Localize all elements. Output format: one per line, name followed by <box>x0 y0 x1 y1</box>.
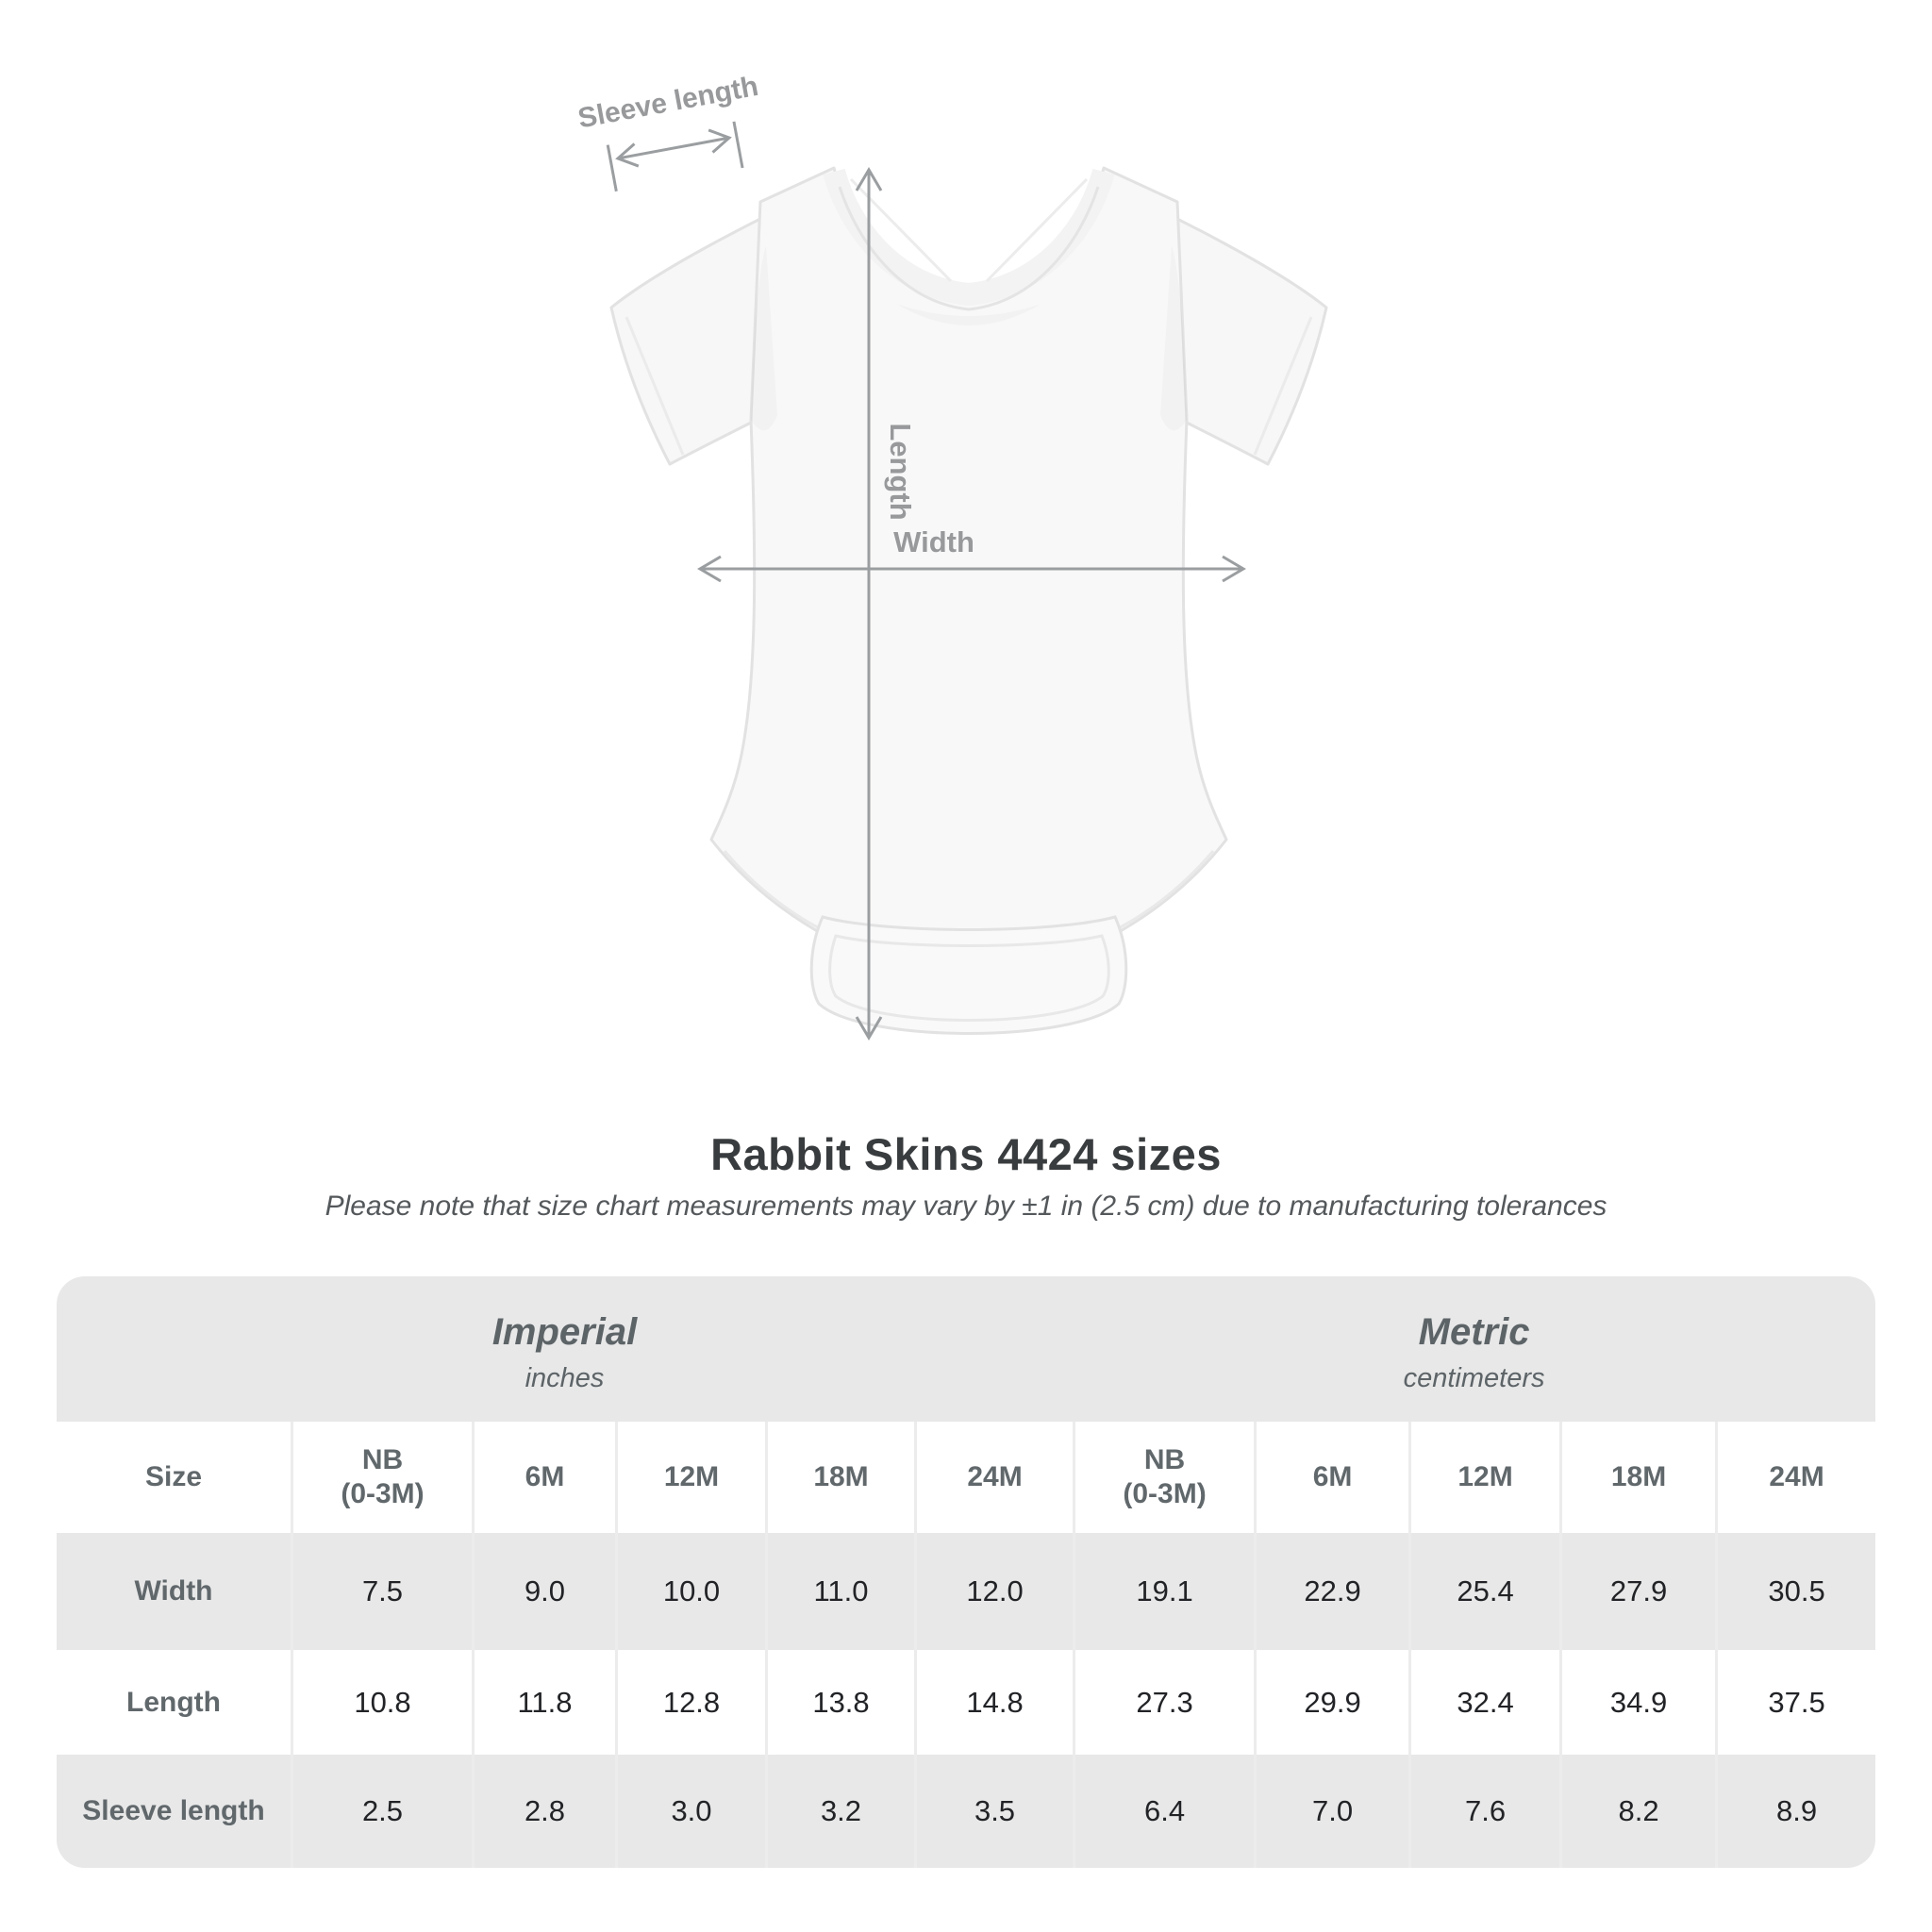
length-metric-24m: 37.5 <box>1715 1650 1875 1755</box>
col-header-imperial-12m: 12M <box>615 1422 765 1533</box>
unit-header-row <box>57 1276 1875 1422</box>
length-metric-nb: 27.3 <box>1073 1650 1254 1755</box>
width-metric-6m: 22.9 <box>1254 1533 1408 1650</box>
sleeve-imperial-24m: 3.5 <box>914 1755 1073 1868</box>
length-metric-6m: 29.9 <box>1254 1650 1408 1755</box>
imperial-label: Imperial <box>491 1311 638 1354</box>
width-label: Width <box>893 525 974 558</box>
imperial-unit-label: inches <box>525 1363 605 1394</box>
col-header-imperial-18m: 18M <box>765 1422 914 1533</box>
sleeve-imperial-6m: 2.8 <box>472 1755 615 1868</box>
metric-unit-label: centimeters <box>1403 1363 1545 1394</box>
metric-label: Metric <box>1418 1311 1530 1354</box>
length-imperial-18m: 13.8 <box>765 1650 914 1755</box>
sleeve-imperial-12m: 3.0 <box>615 1755 765 1868</box>
length-label: Length <box>884 423 917 521</box>
length-imperial-6m: 11.8 <box>472 1650 615 1755</box>
size-table-grid <box>57 1276 1875 1868</box>
table-row-length <box>57 1650 1875 1755</box>
sleeve-metric-12m: 7.6 <box>1408 1755 1559 1868</box>
size-table <box>57 1276 1875 1868</box>
row-label-width: Width <box>57 1533 291 1650</box>
row-label-sleeve-length: Sleeve length <box>57 1755 291 1868</box>
col-header-metric-6m: 6M <box>1254 1422 1408 1533</box>
col-header-metric-12m: 12M <box>1408 1422 1559 1533</box>
width-imperial-nb: 7.5 <box>291 1533 472 1650</box>
col-header-imperial-6m: 6M <box>472 1422 615 1533</box>
length-imperial-24m: 14.8 <box>914 1650 1073 1755</box>
sleeve-imperial-nb: 2.5 <box>291 1755 472 1868</box>
length-metric-18m: 34.9 <box>1559 1650 1715 1755</box>
size-header-row <box>57 1422 1875 1533</box>
width-imperial-12m: 10.0 <box>615 1533 765 1650</box>
tolerance-note: Please note that size chart measurements may vary by ±1 in (2.5 cm) due to manufacturing tolerances <box>325 1191 1607 1222</box>
snap-flap <box>811 917 1126 1034</box>
sleeve-metric-18m: 8.2 <box>1559 1755 1715 1868</box>
size-column-header: Size <box>57 1422 291 1533</box>
width-metric-24m: 30.5 <box>1715 1533 1875 1650</box>
imperial-section-header <box>57 1276 1073 1422</box>
length-imperial-nb: 10.8 <box>291 1650 472 1755</box>
sleeve-dimension-arrow <box>608 122 742 192</box>
length-metric-12m: 32.4 <box>1408 1650 1559 1755</box>
width-metric-12m: 25.4 <box>1408 1533 1559 1650</box>
sleeve-length-label: Sleeve length <box>575 70 761 135</box>
length-imperial-12m: 12.8 <box>615 1650 765 1755</box>
sleeve-imperial-18m: 3.2 <box>765 1755 914 1868</box>
col-header-imperial-nb: NB (0-3M) <box>291 1422 472 1533</box>
table-row-width <box>57 1533 1875 1650</box>
metric-section-header <box>1073 1276 1875 1422</box>
width-metric-nb: 19.1 <box>1073 1533 1254 1650</box>
table-row-sleeve-length <box>57 1755 1875 1868</box>
col-header-imperial-24m: 24M <box>914 1422 1073 1533</box>
sleeve-metric-6m: 7.0 <box>1254 1755 1408 1868</box>
sleeve-metric-nb: 6.4 <box>1073 1755 1254 1868</box>
width-imperial-6m: 9.0 <box>472 1533 615 1650</box>
col-header-metric-24m: 24M <box>1715 1422 1875 1533</box>
page-title: Rabbit Skins 4424 sizes <box>710 1129 1222 1179</box>
sleeve-metric-24m: 8.9 <box>1715 1755 1875 1868</box>
width-imperial-24m: 12.0 <box>914 1533 1073 1650</box>
width-metric-18m: 27.9 <box>1559 1533 1715 1650</box>
width-imperial-18m: 11.0 <box>765 1533 914 1650</box>
col-header-metric-nb: NB (0-3M) <box>1073 1422 1254 1533</box>
col-header-metric-18m: 18M <box>1559 1422 1715 1533</box>
row-label-length: Length <box>57 1650 291 1755</box>
